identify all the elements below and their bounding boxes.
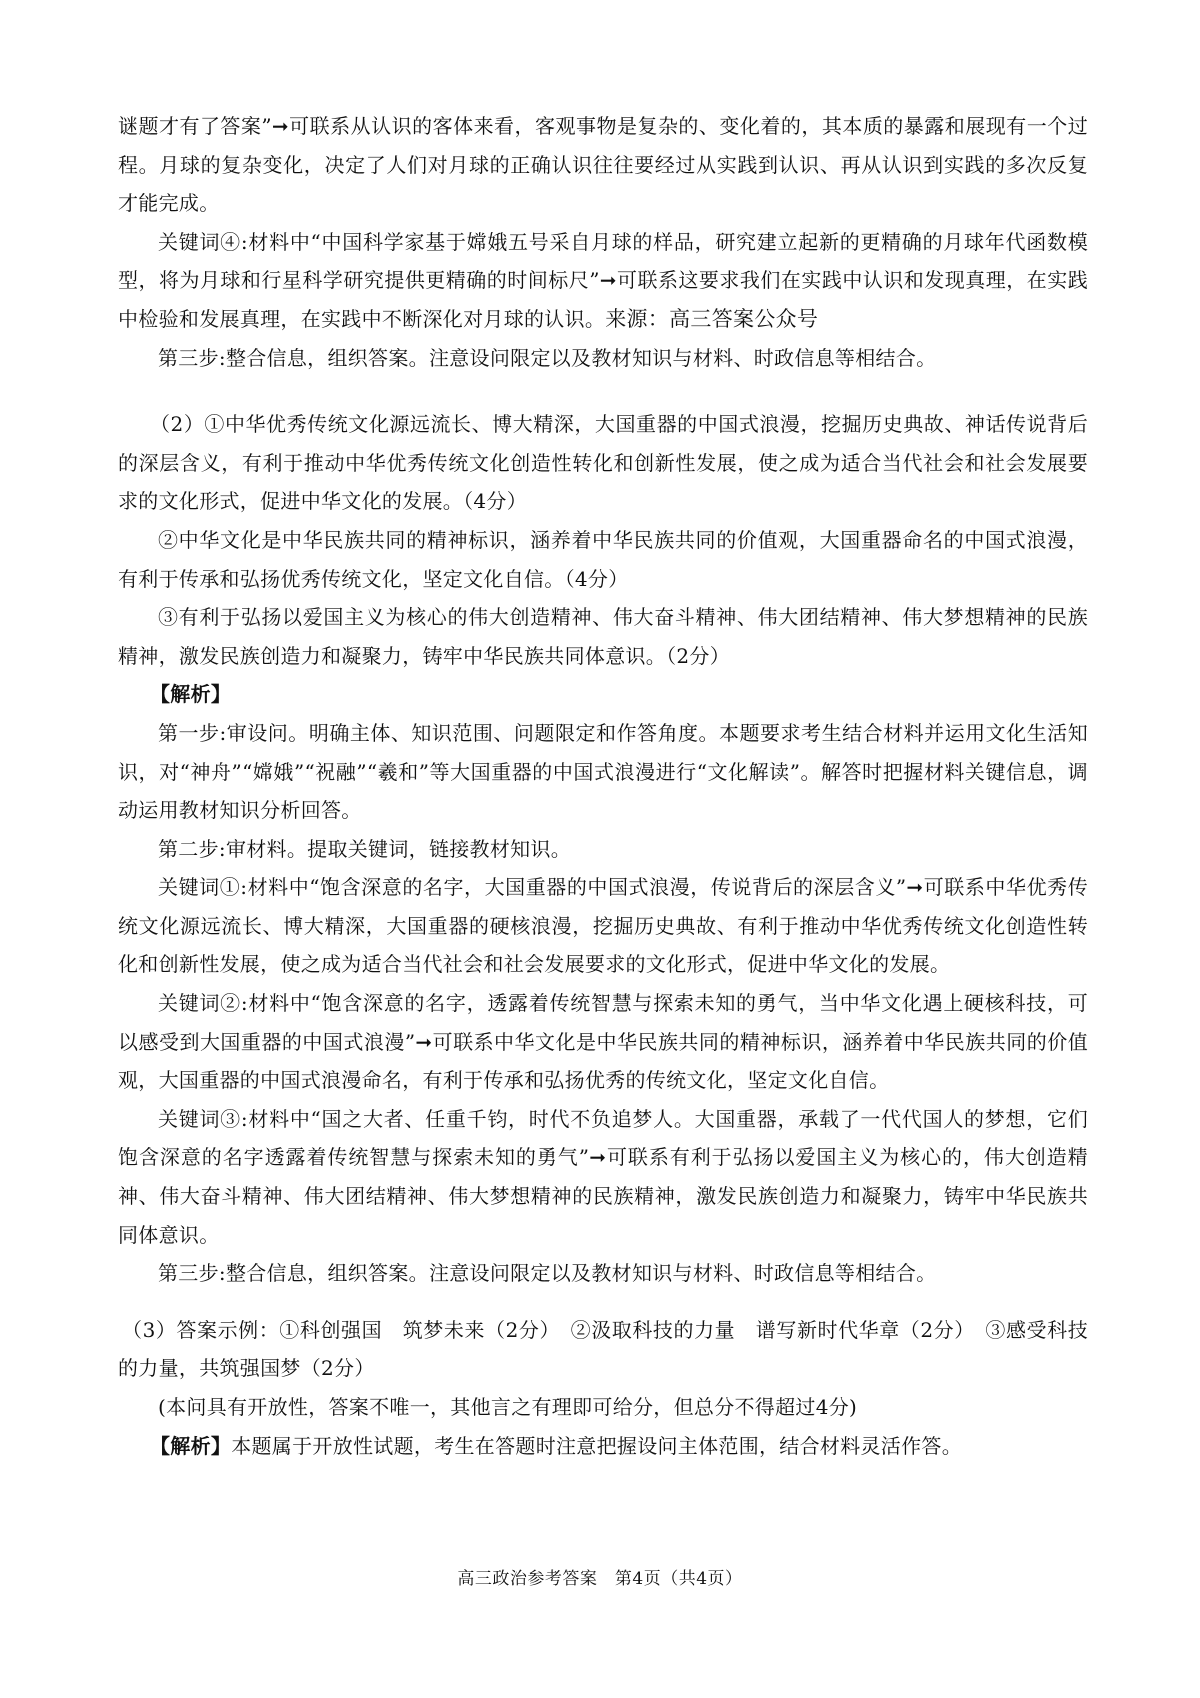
analysis-step-2: 第二步:审材料。提取关键词，链接教材知识。	[158, 836, 572, 861]
analysis-heading: 【解析】	[150, 682, 232, 707]
analysis-label: 【解析】	[150, 1433, 232, 1458]
page-content	[118, 107, 1088, 1465]
analysis-text: 本题属于开放性试题，考生在答题时注意把握设问主体范围，结合材料灵活作答。	[231, 1433, 963, 1458]
keyword-4-text: 关键词④:材料中“中国科学家基于嫦娥五号采自月球的样品，研究建立起新的更精确的月球年代函数模型，将为月球和行星科学研究提供更精确的时间标尺”➞可联系这要求我们在实践中认识和发现真理，在实践中检验和发展真理，在实践中不断深化对月球的认识。	[118, 229, 1088, 331]
analysis-step-1: 第一步:审设问。明确主体、知识范围、问题限定和作答角度。本题要求考生结合材料并运用文化生活知识，对“神舟”“嫦娥”“祝融”“羲和”等大国重器的中国式浪漫进行“文化解读”。解答时把握材料关键信息，调动运用教材知识分析回答。	[118, 720, 1088, 823]
analysis-step-3: 第三步:整合信息，组织答案。注意设问限定以及教材知识与材料、时政信息等相结合。	[158, 1261, 937, 1286]
paragraph-keyword-4	[118, 223, 1088, 339]
answer-3-analysis	[118, 1427, 1088, 1466]
answer-2-point-2: ②中华文化是中华民族共同的精神标识，涵养着中华民族共同的价值观，大国重器命名的中国式浪漫，有利于传承和弘扬优秀传统文化，坚定文化自信。（4分）	[118, 527, 1088, 591]
answer-3-examples: （3）答案示例：①科创强国 筑梦未来（2分） ②汲取科技的力量 谱写新时代华章（2分） ③感受科技的力量，共筑强国梦（2分）	[118, 1317, 1088, 1381]
keyword-2-paragraph: 关键词②:材料中“饱含深意的名字，透露着传统智慧与探索未知的勇气，当中华文化遇上硬核科技，可以感受到大国重器的中国式浪漫”➞可联系中华文化是中华民族共同的精神标识，涵养着中华民族共同的价值观，大国重器的中国式浪漫命名，有利于传承和弘扬优秀的传统文化，坚定文化自信。	[118, 991, 1088, 1093]
answer-2-point-1: （2）①中华优秀传统文化源远流长、博大精深，大国重器的中国式浪漫，挖掘历史典故、神话传说背后的深层含义，有利于推动中华优秀传统文化创造性转化和创新性发展，使之成为适合当代社会和社会发展要求的文化形式，促进中华文化的发展。（4分）	[118, 412, 1088, 514]
keyword-3-paragraph: 关键词③:材料中“国之大者、任重千钧，时代不负追梦人。大国重器，承载了一代代国人的梦想，它们饱含深意的名字透露着传统智慧与探索未知的勇气”➞可联系有利于弘扬以爱国主义为核心的，伟大创造精神、伟大奋斗精神、伟大团结精神、伟大梦想精神的民族精神，激发民族创造力和凝聚力，铸牢中华民族共同体意识。	[118, 1106, 1088, 1247]
answer-3-note: (本问具有开放性，答案不唯一，其他言之有理即可给分，但总分不得超过4分)	[158, 1395, 858, 1419]
keyword-1-paragraph: 关键词①:材料中“饱含深意的名字，大国重器的中国式浪漫，传说背后的深层含义”➞可联系中华优秀传统文化源远流长、博大精深，大国重器的硬核浪漫，挖掘历史典故、有利于推动中华优秀传统文化创造性转化和创新性发展，使之成为适合当代社会和社会发展要求的文化形式，促进中华文化的发展。	[118, 875, 1088, 977]
paragraph-step-3: 第三步:整合信息，组织答案。注意设问限定以及教材知识与材料、时政信息等相结合。	[158, 345, 937, 370]
paragraph-continuation: 谜题才有了答案”➞可联系从认识的客体来看，客观事物是复杂的、变化着的，其本质的暴露和展现有一个过程。月球的复杂变化，决定了人们对月球的正确认识往往要经过从实践到认识、再从认识到实践的多次反复才能完成。	[118, 114, 1088, 216]
source-note: 来源：高三答案公众号	[605, 306, 819, 331]
page-footer: 高三政治参考答案 第4页（共4页）	[457, 1569, 743, 1589]
answer-2-point-3: ③有利于弘扬以爱国主义为核心的伟大创造精神、伟大奋斗精神、伟大团结精神、伟大梦想精神的民族精神，激发民族创造力和凝聚力，铸牢中华民族共同体意识。（2分）	[118, 605, 1088, 668]
